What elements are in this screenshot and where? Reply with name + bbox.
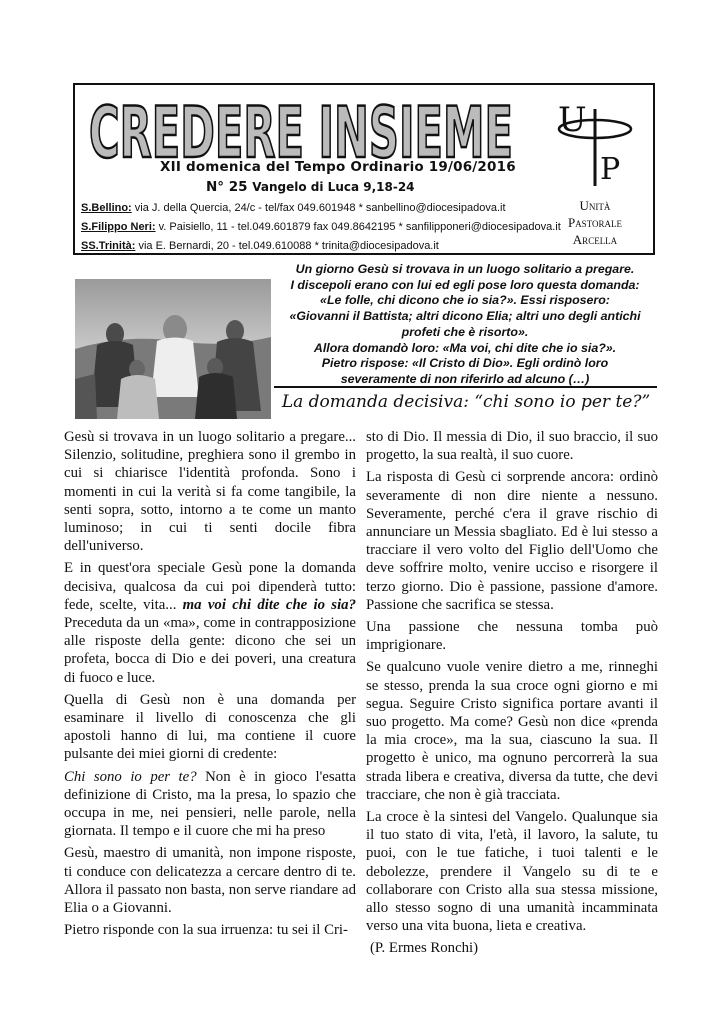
- contact-san-bellino: [81, 202, 506, 214]
- issue-number-prefix: N° 25: [206, 179, 253, 195]
- pastoral-unit-line: Arcella: [572, 232, 618, 247]
- contact-details: via J. della Quercia, 24/c - tel/fax 049.601948 * sanbellino@diocesipadova.it: [131, 202, 506, 214]
- paragraph: Se qualcuno vuole venire dietro a me, rinneghi se stesso, prenda la sua croce ogni giorno e mi segua. Seguire Cristo significa portare avanti il suo progetto. Ma come? Gesù non dice «prenda la mia croce», ma la sua, ciascuno la sua. Il progetto è unico, ma ognuno percorrerà la sua strada libera e creativa, diversa da tutte, che devi tracciare, che non è già tracciata.: [366, 659, 658, 803]
- parish-logo: [550, 91, 640, 191]
- quote-line: severamente di non riferirlo ad alcuno (…): [340, 371, 590, 386]
- gospel-illustration: [75, 279, 271, 419]
- paragraph: Gesù si trovava in un luogo solitario a pregare... Silenzio, solitudine, preghiera sono il grembo in cui si chiarisce l'identità profonda. Sono i momenti in cui la verità si fa come tangibile, la senti sopra, sotto, intorno a te come un manto luminoso; in cui ti senti docile fibra dell'universo.: [64, 429, 356, 555]
- masthead-title: [87, 89, 517, 169]
- paragraph: La croce è la sintesi del Vangelo. Qualunque sia il tuo stato di vita, l'età, il lavoro, la salute, tu puoi, con le tue fatiche, i tuoi talenti e le debolezze, prendere il Vangelo su di te e collaborare con Cristo alla sua stessa missione, allo stesso sogno di una umanità incamminata verso una vita buona, lieta e creativa.: [366, 809, 658, 935]
- pastoral-unit-name: [545, 197, 645, 248]
- pastoral-unit-line: Unità: [579, 198, 611, 213]
- section-divider: [274, 386, 657, 388]
- paragraph: Chi sono io per te? Non è in gioco l'esatta definizione di Cristo, ma la presa, lo spazio che occupa in me, nei pensieri, nelle parole, nella giornata. Il tempo e il cuore che mi ha preso: [64, 768, 356, 840]
- article-column-right: [366, 428, 658, 962]
- pastoral-unit-line: Pastorale: [567, 215, 623, 230]
- contact-details: via E. Bernardi, 20 - tel.049.610088 * trinita@diocesipadova.it: [135, 240, 439, 252]
- emphasis: ma voi chi dite che io sia?: [182, 596, 356, 613]
- svg-text:U: U: [558, 100, 587, 140]
- quote-line: Pietro rispose: «Il Cristo di Dio». Egli ordinò loro: [321, 356, 609, 371]
- paragraph: Pietro risponde con la sua irruenza: tu sei il Cri-: [64, 922, 348, 939]
- svg-text:P: P: [600, 152, 621, 187]
- issue-number: [206, 179, 415, 195]
- issue-date: XII domenica del Tempo Ordinario 19/06/2016: [160, 159, 516, 175]
- quote-line: I discepoli erano con lui ed egli pose loro questa domanda:: [290, 277, 640, 292]
- paragraph: E in quest'ora speciale Gesù pone la domanda decisiva, qualcosa da cui poi dipenderà tutto: fede, scelte, vita... ma voi chi dite che io sia? Preceduta da un «ma», come in contrapposizione alle risposte della gente: dicono che sei un profeta, bocca di Dio e dei poveri, una creatura di fuoco e luce.: [64, 560, 356, 686]
- quote-line: profeti che è risorto».: [401, 324, 529, 339]
- contact-label: S.Bellino:: [81, 202, 132, 214]
- paragraph: sto di Dio. Il messia di Dio, il suo braccio, il suo progetto, la sua realtà, il suo cuore.: [366, 429, 658, 464]
- quote-line: «Le folle, chi dicono che io sia?». Essi risposero:: [320, 293, 610, 308]
- quote-line: Allora domandò loro: «Ma voi, chi dite che io sia?».: [313, 340, 617, 355]
- quote-line: «Giovanni il Battista; altri dicono Elia; altri uno degli antichi: [289, 309, 641, 324]
- paragraph: Quella di Gesù non è una domanda per esaminare il livello di conoscenza che gli apostoli hanno di lui, ma contiene il cuore pulsante dei miei giorni di credente:: [64, 691, 356, 763]
- masthead: [73, 83, 655, 255]
- contact-ss-trinita: [81, 240, 439, 252]
- emphasis: Chi sono io per te?: [64, 768, 197, 785]
- contact-label: S.Filippo Neri:: [81, 221, 156, 233]
- paragraph: La risposta di Gesù ci sorprende ancora: ordinò severamente di non dire niente a nessuno. Severamente, perché c'era il grave rischio di annunciare un Messia sbagliato. Ed è lui stesso a tracciare il vero volto del Figlio dell'Uomo che deve soffrire molto, venire ucciso e risorgere il terzo giorno. Dio è passione, passione d'amore. Passione che sacrifica se stessa.: [366, 469, 658, 613]
- article-column-left: [64, 428, 356, 943]
- article-headline: La domanda decisiva: “chi sono io per te?”: [281, 392, 651, 412]
- contact-san-filippo-neri: [81, 221, 561, 233]
- quote-line: Un giorno Gesù si trovava in un luogo solitario a pregare.: [295, 262, 635, 276]
- paragraph: Una passione che nessuna tomba può imprigionare.: [366, 619, 658, 654]
- contact-label: SS.Trinità:: [81, 240, 136, 252]
- contact-details: v. Paisiello, 11 - tel.049.601879 fax 049.8642195 * sanfilipponeri@diocesipadova.it: [155, 221, 561, 233]
- gospel-quote: [274, 262, 656, 388]
- author-signature: (P. Ermes Ronchi): [370, 940, 479, 957]
- gospel-reference: Vangelo di Luca 9,18-24: [252, 180, 415, 194]
- masthead-title-text: CREDERE INSIEME: [89, 92, 513, 169]
- paragraph: Gesù, maestro di umanità, non impone risposte, ti conduce con delicatezza a cercare dentro di te. Allora il passato non basta, non serve riandare ad Elia o a Giovanni.: [64, 845, 356, 917]
